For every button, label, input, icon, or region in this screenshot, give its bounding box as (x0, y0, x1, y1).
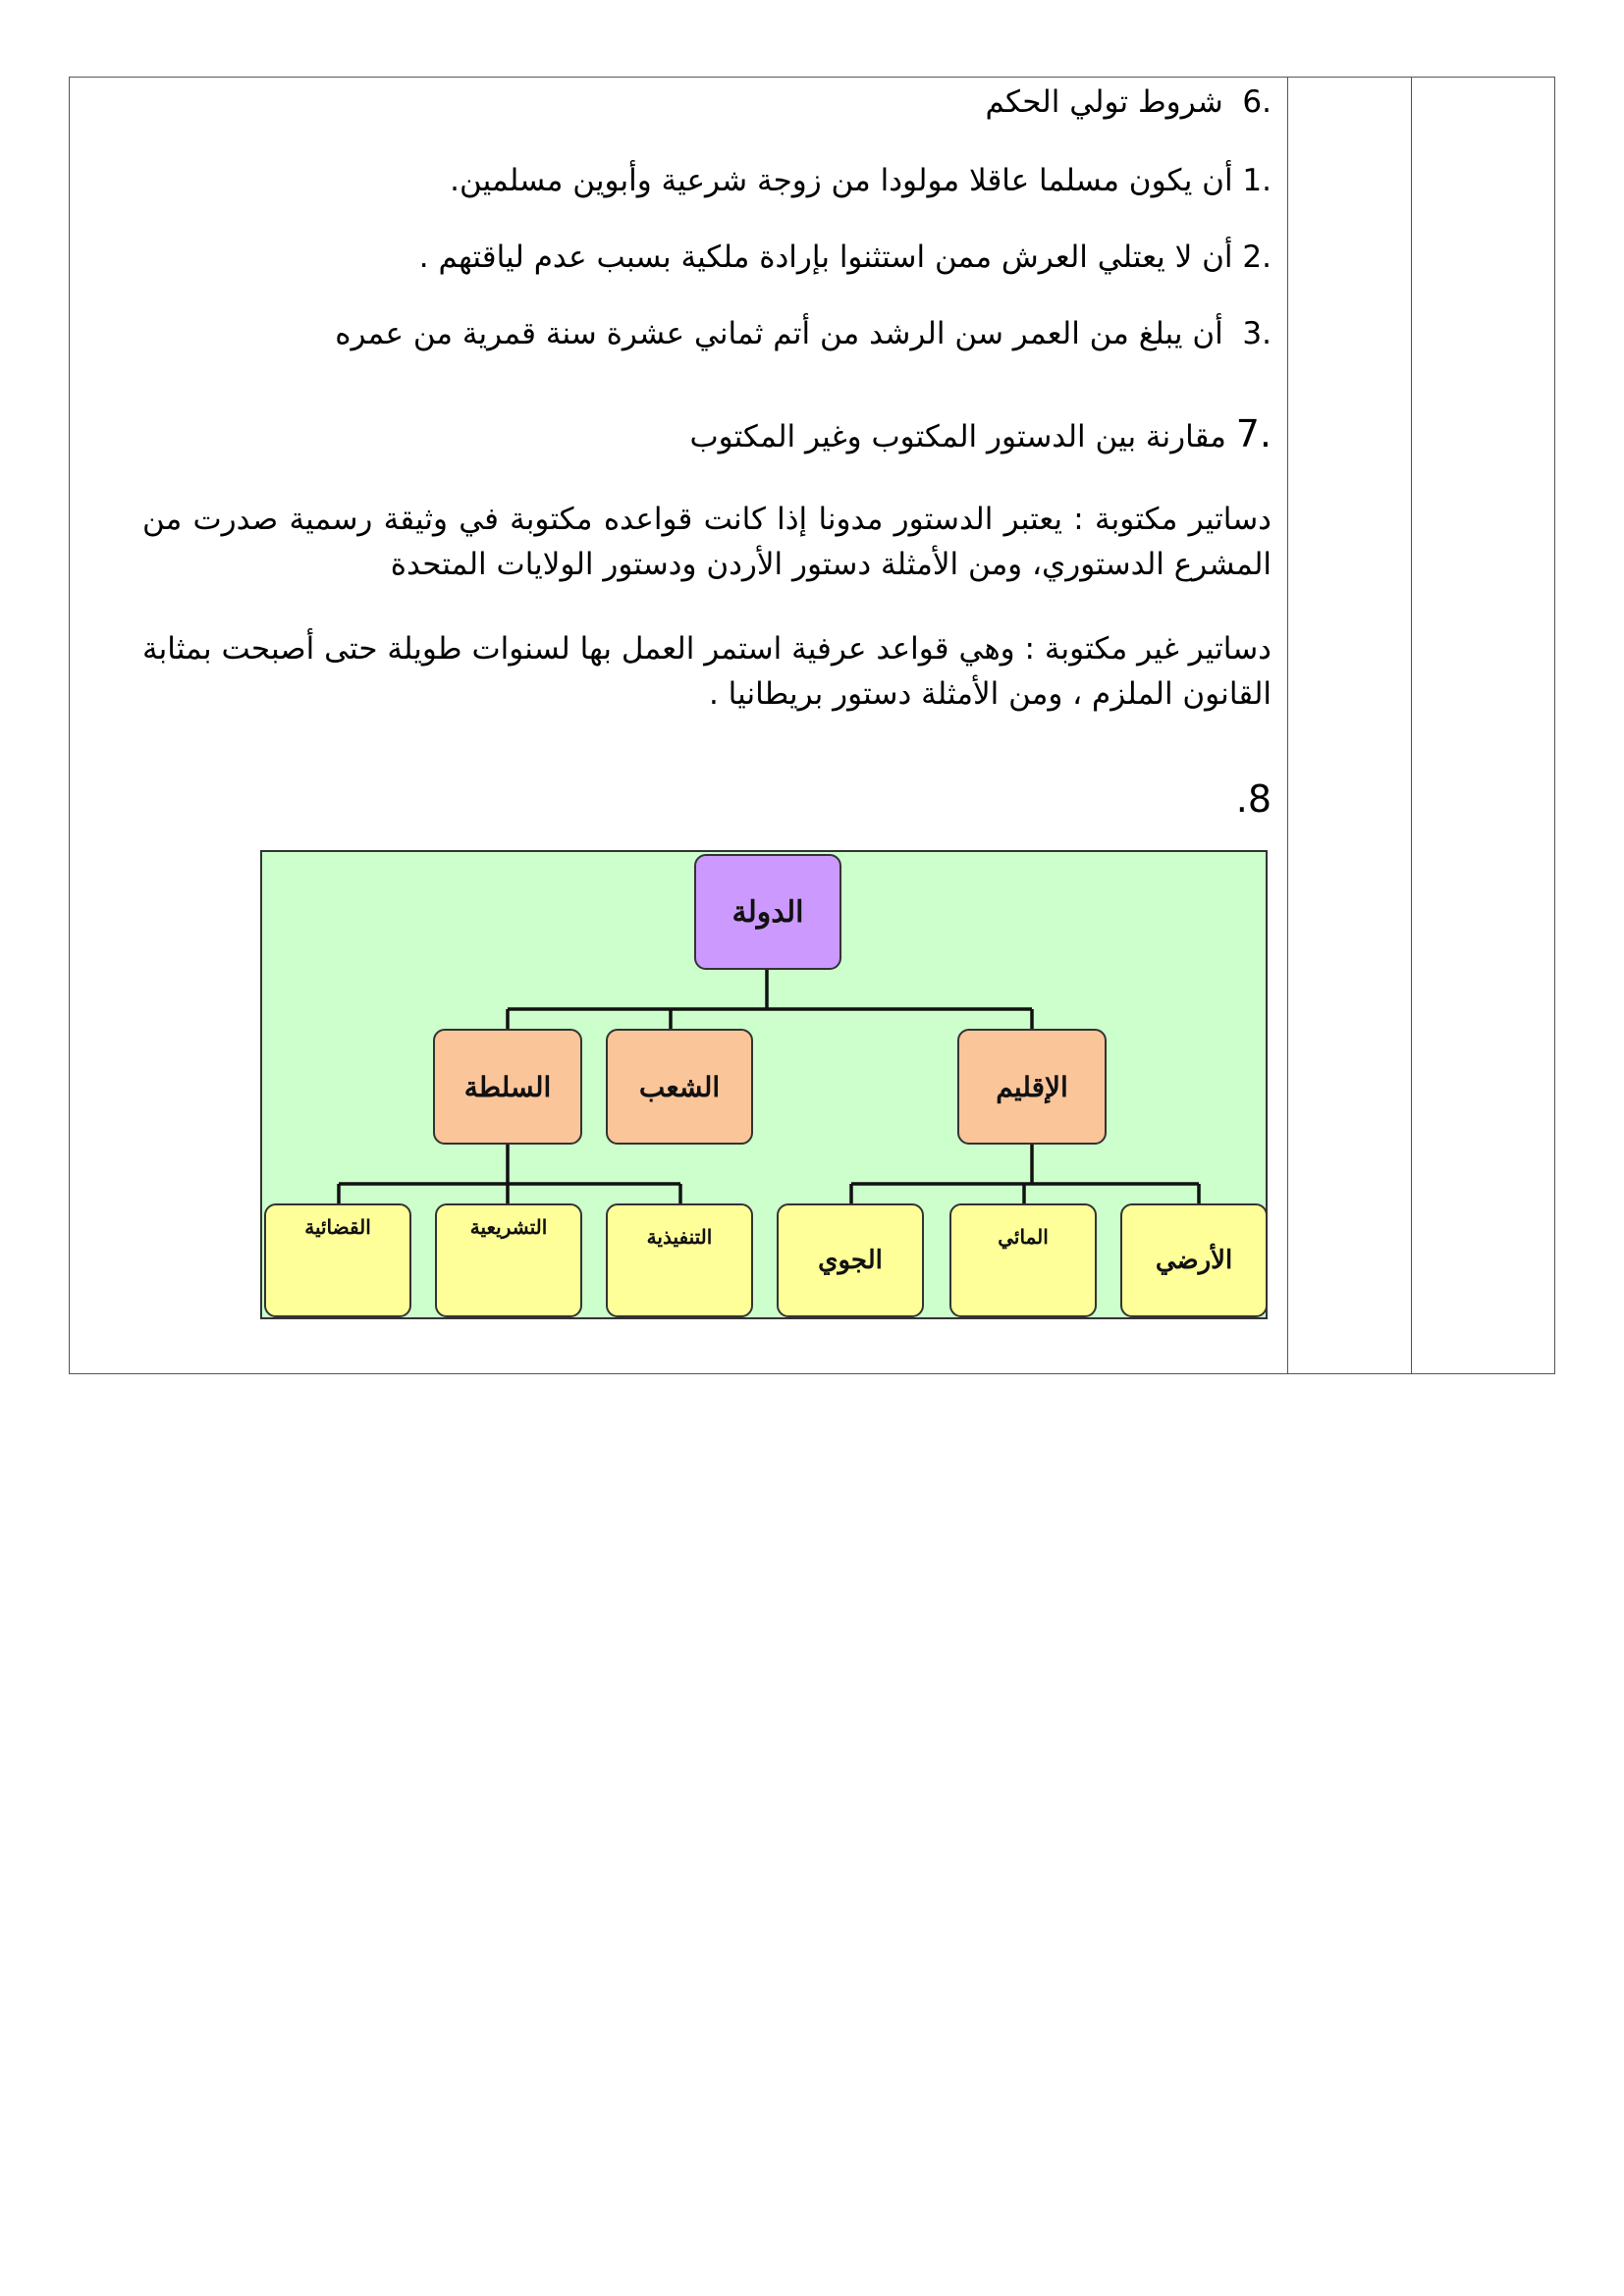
diagram-node-land: الأرضي (1120, 1203, 1268, 1317)
section-6-heading (986, 82, 1272, 122)
section-6-title: شروط تولي الحكم (985, 84, 1223, 120)
section-8-number: .8 (1235, 777, 1272, 821)
diagram-node-legislative: التشريعية (435, 1203, 582, 1317)
section-7-title: مقارنة بين الدستور المكتوب وغير المكتوب (689, 419, 1226, 454)
section-7-heading (689, 414, 1272, 456)
diagram-node-executive: التنفيذية (606, 1203, 753, 1317)
table-column-divider (1287, 78, 1288, 1373)
section-8-heading (1236, 779, 1272, 822)
section-6-number: 6. (1242, 84, 1272, 120)
diagram-node-authority: السلطة (433, 1029, 582, 1145)
unwritten-constitutions-paragraph: دساتير غير مكتوبة : وهي قواعد عرفية استمر العمل بها لسنوات طويلة حتى أصبحت بمثابة القانون الملزم ، ومن الأمثلة دستور بريطانيا . (142, 631, 1272, 712)
diagram-node-air: الجوي (777, 1203, 924, 1317)
diagram-node-people: الشعب (606, 1029, 753, 1145)
diagram-node-water: المائي (949, 1203, 1097, 1317)
diagram-node-judicial: القضائية (264, 1203, 411, 1317)
state-structure-diagram (260, 850, 1268, 1319)
diagram-node-state: الدولة (694, 854, 841, 970)
list-item: 1. أن يكون مسلما عاقلا مولودا من زوجة شرعية وأبوين مسلمين. (450, 163, 1272, 198)
written-constitutions-paragraph: دساتير مكتوبة : يعتبر الدستور مدونا إذا كانت قواعده مكتوبة في وثيقة رسمية صدرت من المشرع الدستوري، ومن الأمثلة دستور الأردن ودستور الولايات المتحدة (142, 502, 1272, 582)
diagram-node-territory: الإقليم (957, 1029, 1107, 1145)
section-7-number: 7. (1235, 412, 1272, 455)
list-item: 2. أن لا يعتلي العرش ممن استثنوا بإرادة ملكية بسبب عدم لياقتهم . (418, 240, 1272, 275)
table-column-divider (1411, 78, 1412, 1373)
list-item: 3. أن يبلغ من العمر سن الرشد من أتم ثماني عشرة سنة قمرية من عمره (335, 316, 1272, 351)
